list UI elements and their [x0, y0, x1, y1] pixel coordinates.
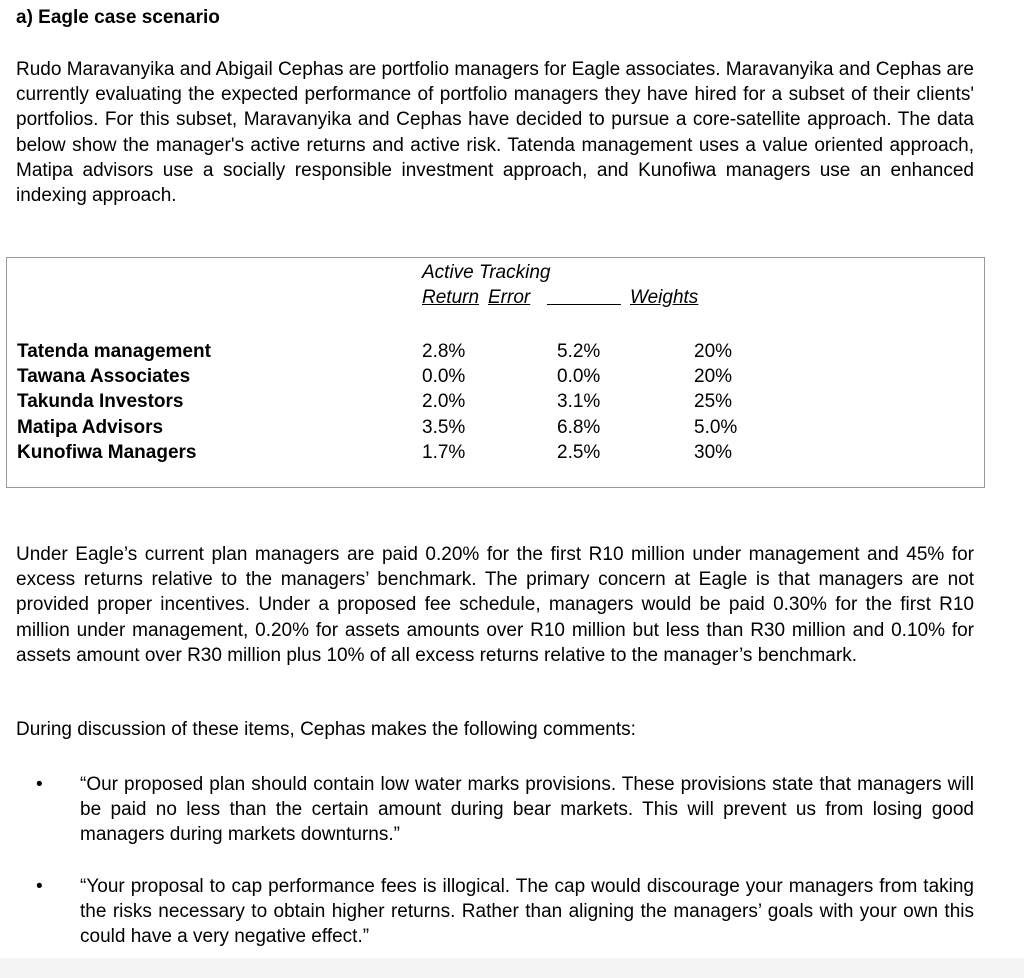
table-row [17, 440, 977, 465]
section-heading: a) Eagle case scenario [16, 7, 220, 28]
table-header-active-tracking: Active Tracking [422, 262, 551, 283]
active-return-value: 3.5% [422, 416, 466, 438]
weight-value: 20% [694, 366, 733, 388]
manager-name: Tawana Associates [17, 366, 191, 388]
weight-value: 5.0% [694, 416, 738, 438]
cephas-comments-intro: During discussion of these items, Cephas makes the following comments: [16, 719, 636, 740]
table-row [17, 339, 977, 364]
manager-data-table [6, 257, 985, 488]
active-return-value: 2.8% [422, 341, 466, 362]
page-bottom-strip [0, 958, 1024, 978]
manager-name: Kunofiwa Managers [17, 441, 197, 463]
active-return-value: 2.0% [422, 391, 466, 413]
manager-name: Takunda Investors [17, 391, 184, 413]
table-header-row [422, 286, 712, 310]
table-row [17, 415, 977, 440]
tracking-error-value: 0.0% [557, 366, 601, 388]
manager-name: Tatenda management [17, 341, 211, 362]
comment-text: “Your proposal to cap performance fees is illogical. The cap would discourage your managers from taking the risks necessary to obtain higher returns. Rather than aligning the managers’ goals with your own this could have a very negative effect.” [80, 876, 974, 948]
fee-schedule-paragraph: Under Eagle’s current plan managers are paid 0.20% for the first R10 million under management and 45% for excess returns relative to the managers’ benchmark. The primary concern at Eagle is that managers are not provided proper incentives. Under a proposed fee schedule, managers would be paid 0.30% for the first R10 million under management, 0.20% for assets amounts over R10 million but less than R30 million and 0.10% for assets amount over R30 million plus 10% of all excess returns relative to the manager’s benchmark. [16, 544, 974, 666]
table-header-weights: Weights [630, 287, 699, 308]
table-header-underline-gap [547, 286, 621, 310]
active-return-value: 1.7% [422, 441, 466, 463]
active-return-value: 0.0% [422, 366, 466, 388]
weight-value: 25% [694, 391, 733, 413]
intro-paragraph: Rudo Maravanyika and Abigail Cephas are portfolio managers for Eagle associates. Maravanyika and Cephas are currently evaluating the expected performance of portfolio managers they have hired for a subset of their clients' portfolios. For this subset, Maravanyika and Cephas have decided to pursue a core-satellite approach. The data below show the manager's active returns and active risk. Tatenda management uses a value oriented approach, Matipa advisors use a socially responsible investment approach, and Kunofiwa managers use an enhanced indexing approach. [16, 59, 974, 207]
bullet-icon: • [36, 876, 43, 897]
comment-text: “Our proposed plan should contain low water marks provisions. These provisions state that managers will be paid no less than the certain amount during bear markets. This will prevent us from losing good managers during markets downturns.” [80, 774, 974, 846]
tracking-error-value: 3.1% [557, 391, 601, 413]
weight-value: 30% [694, 441, 733, 463]
table-row [17, 389, 977, 414]
tracking-error-value: 2.5% [557, 441, 601, 463]
table-header-error: Error [488, 287, 531, 308]
bullet-icon: • [36, 774, 43, 795]
tracking-error-value: 5.2% [557, 341, 601, 362]
table-header-return: Return [422, 287, 480, 308]
table-row [17, 364, 977, 389]
weight-value: 20% [694, 341, 733, 362]
tracking-error-value: 6.8% [557, 416, 601, 438]
manager-name: Matipa Advisors [17, 416, 164, 438]
table-body [17, 339, 977, 465]
